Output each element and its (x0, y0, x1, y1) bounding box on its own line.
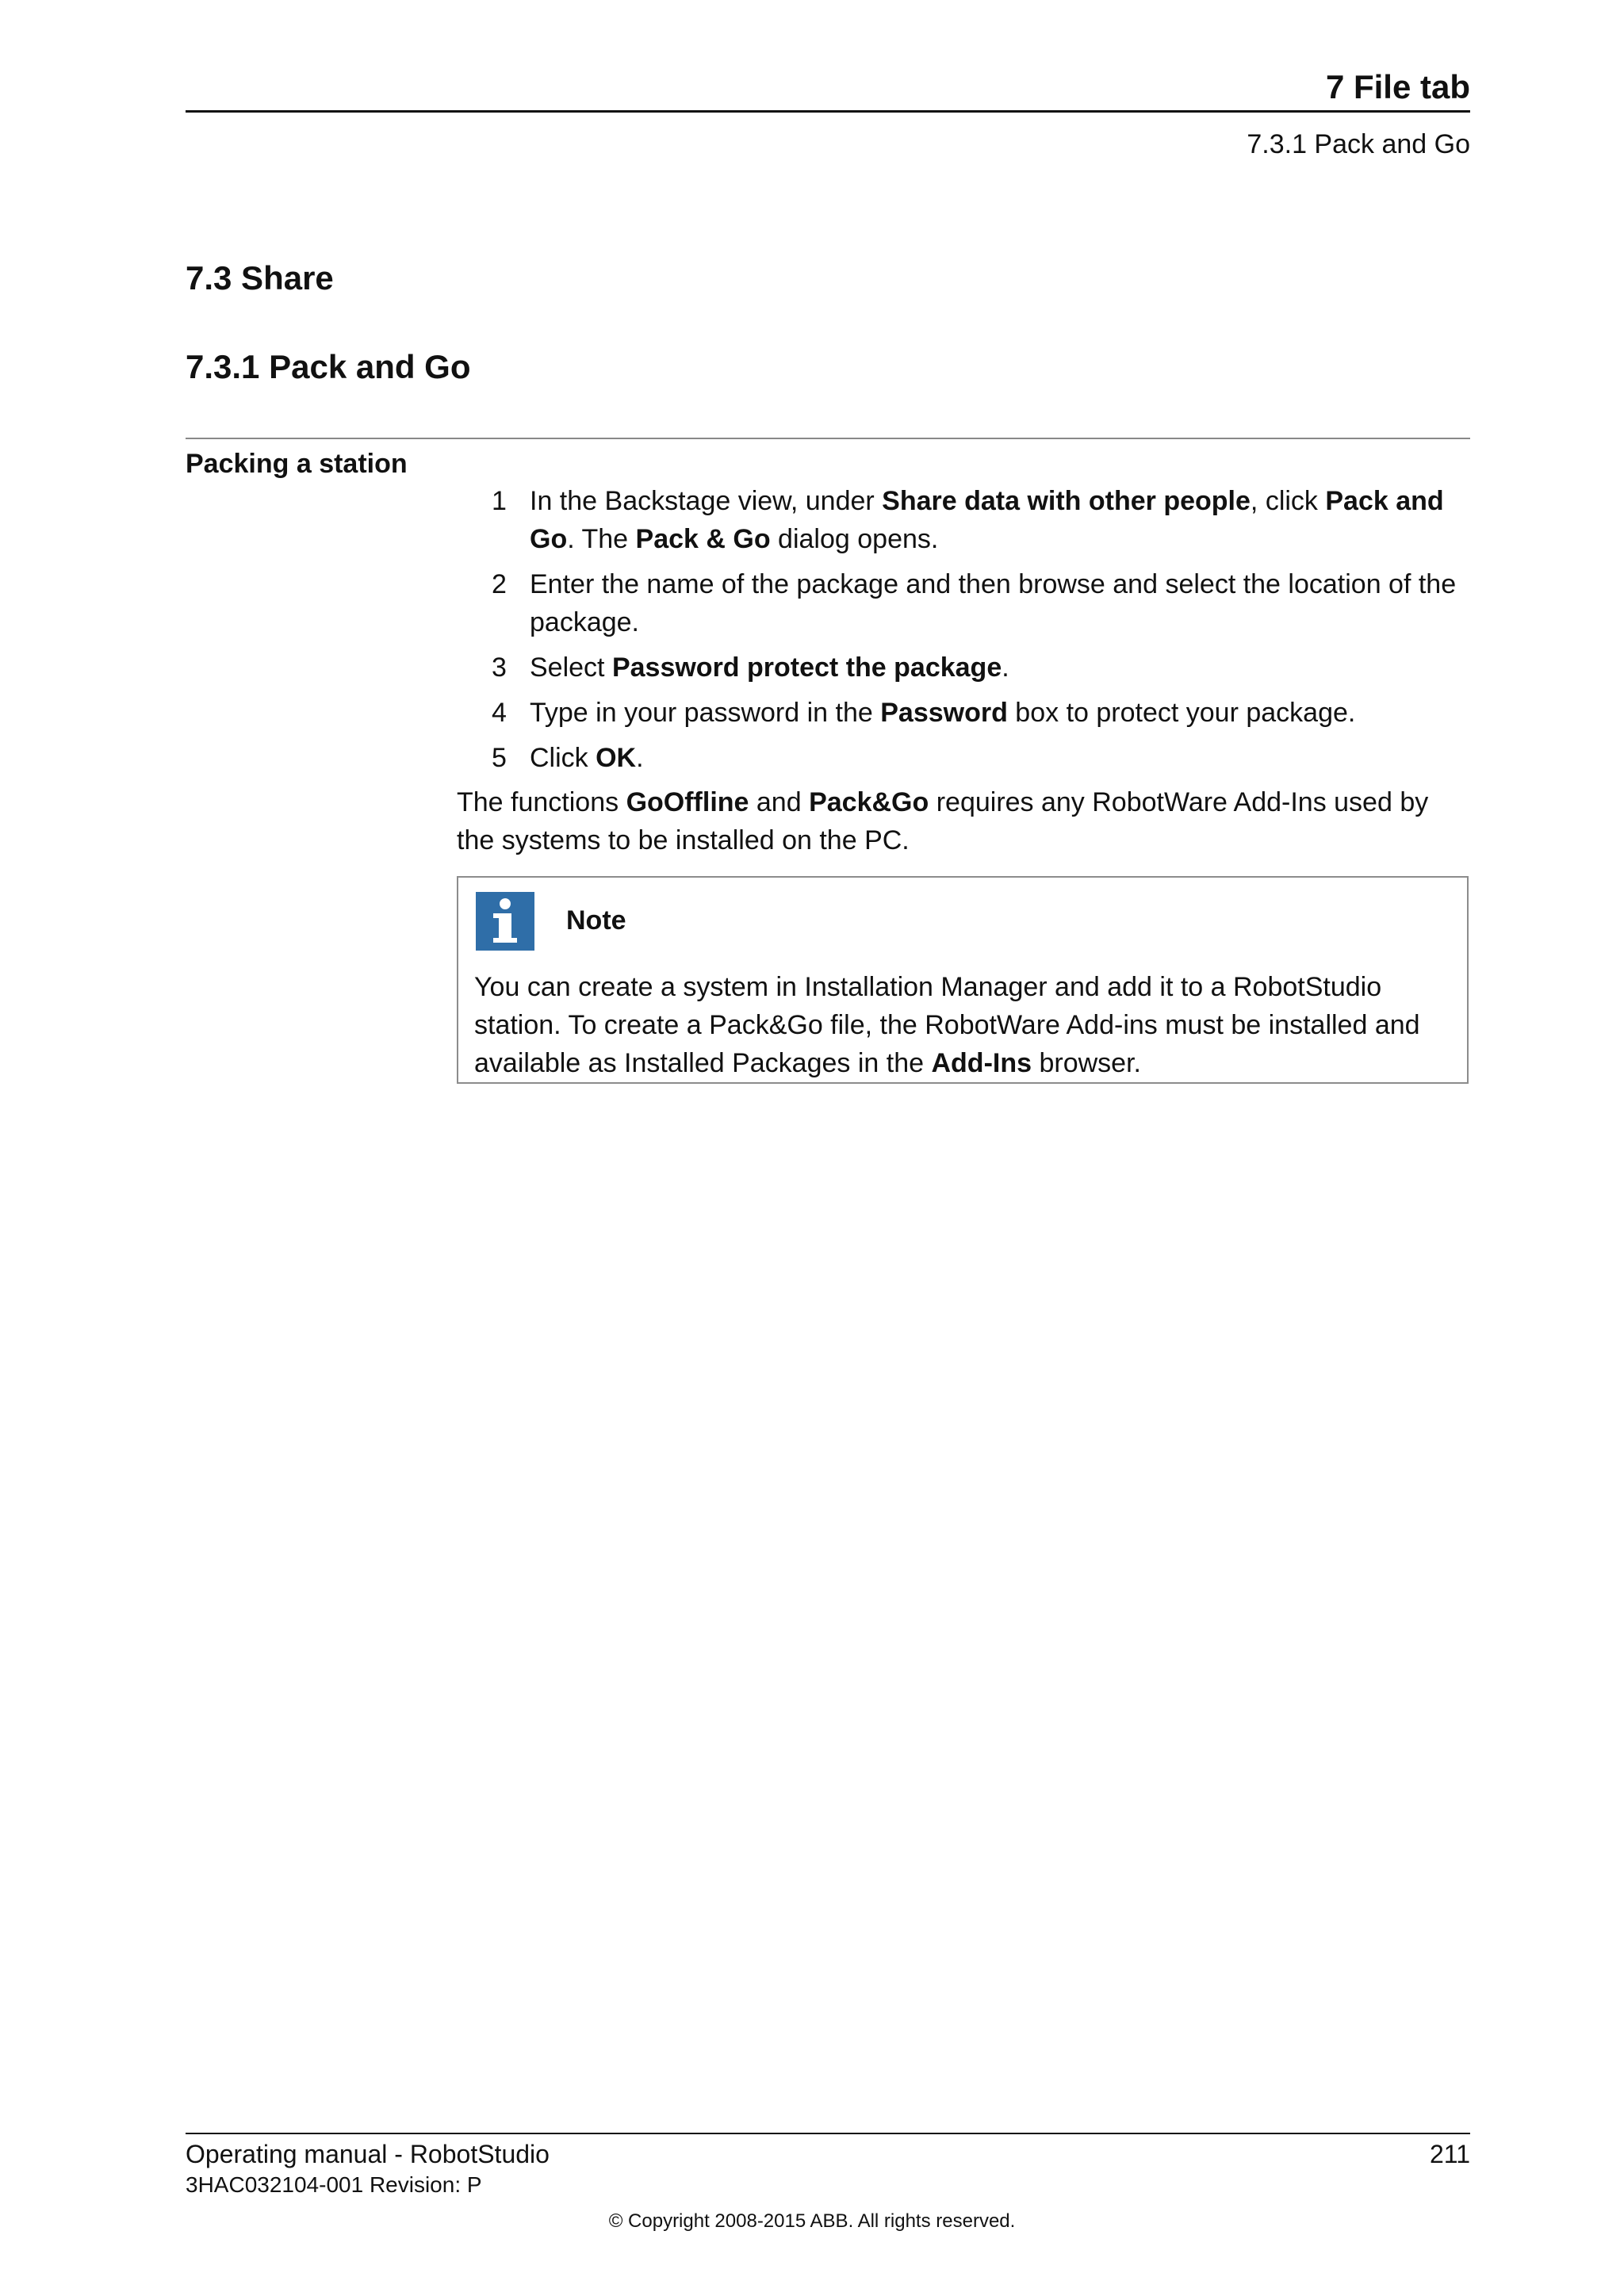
step-bold: Password (880, 698, 1008, 728)
para-text: and (749, 787, 810, 817)
step-text: . (636, 743, 644, 773)
list-item (457, 649, 1470, 687)
step-bold: Pack & Go (635, 524, 771, 554)
subsection-heading: 7.3.1 Pack and Go (186, 348, 471, 385)
note-text-run: You can create a system in Installation Manager and add it to a RobotStudio station. To create a Pack&Go file, the RobotWare Add-ins must be installed and available as Installed Packages in the (474, 972, 1420, 1078)
body-paragraph (457, 783, 1470, 859)
list-item (457, 694, 1470, 732)
step-number: 4 (492, 698, 507, 728)
para-bold: GoOffline (626, 787, 749, 817)
block-side-label: Packing a station (186, 449, 408, 479)
step-text: . The (567, 524, 636, 554)
step-text: In the Backstage view, under (530, 486, 883, 516)
footer-copyright: © Copyright 2008-2015 ABB. All rights reserved. (608, 2210, 1016, 2232)
footer-manual-title: Operating manual - RobotStudio (186, 2140, 550, 2168)
step-text: dialog opens. (770, 524, 939, 554)
list-item (457, 739, 1470, 777)
note-box (457, 876, 1469, 1084)
info-icon (476, 892, 534, 951)
running-header-chapter: 7 File tab (1325, 68, 1470, 105)
steps-list (457, 482, 1470, 784)
step-bold: Password protect the package (611, 652, 1002, 683)
para-text: The functions (457, 787, 626, 817)
step-number: 1 (492, 486, 507, 516)
note-title: Note (566, 905, 626, 936)
block-rule (186, 438, 1470, 439)
section-heading: 7.3 Share (186, 259, 334, 297)
footer-rule (186, 2133, 1470, 2134)
header-rule (186, 110, 1470, 113)
footer-page-number: 211 (1429, 2140, 1470, 2168)
step-bold: Pack and Go (530, 486, 1444, 554)
step-text: Enter the name of the package and then browse and select the location of the package. (530, 569, 1457, 637)
step-text: , click (1250, 486, 1326, 516)
step-text: box to protect your package. (1007, 698, 1356, 728)
para-text: requires any RobotWare Add-Ins used by the systems to be installed on the PC. (457, 787, 1429, 855)
para-bold: Pack&Go (809, 787, 929, 817)
note-text-run: browser. (1032, 1048, 1141, 1078)
step-number: 2 (492, 569, 507, 599)
footer-document-id: 3HAC032104-001 Revision: P (186, 2172, 482, 2197)
note-text (474, 968, 1454, 1082)
step-bold: OK (596, 743, 637, 773)
step-text: Type in your password in the (530, 698, 881, 728)
step-text: . (1002, 652, 1009, 683)
step-bold: Share data with other people (882, 486, 1251, 516)
step-text: Select (530, 652, 612, 683)
list-item (457, 482, 1470, 558)
note-bold: Add-Ins (931, 1048, 1032, 1078)
step-text: Click (530, 743, 596, 773)
step-number: 3 (492, 652, 507, 683)
step-number: 5 (492, 743, 507, 773)
running-header-section: 7.3.1 Pack and Go (1247, 129, 1470, 159)
list-item (457, 565, 1470, 641)
